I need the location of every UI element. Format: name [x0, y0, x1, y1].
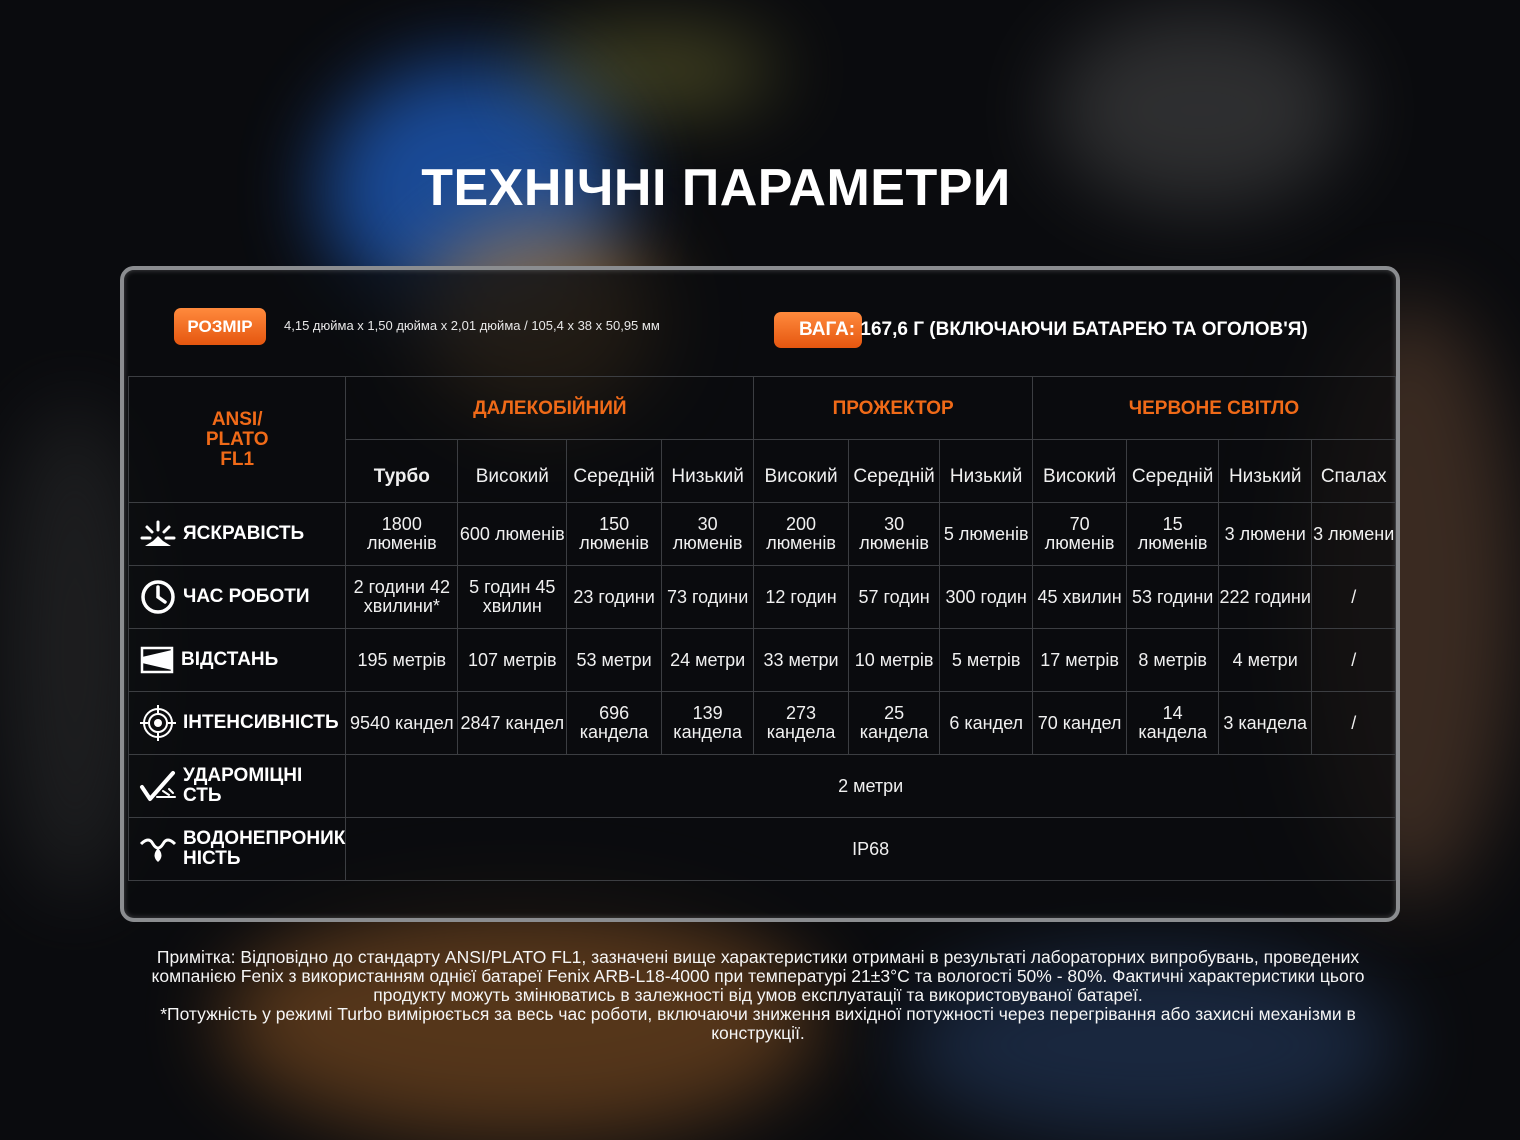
table-row-runtime — [129, 566, 1396, 629]
table-cell: 12 годин — [754, 566, 848, 629]
mode-header: Низький — [940, 440, 1032, 503]
table-cell: 8 метрів — [1127, 629, 1219, 692]
mode-header: Спалах — [1312, 440, 1396, 503]
table-cell: 10 метрів — [848, 629, 940, 692]
table-cell: 3 люмени — [1219, 503, 1312, 566]
size-value: 4,15 дюйма x 1,50 дюйма x 2,01 дюйма / 105,4 x 38 x 50,95 мм — [284, 318, 660, 333]
row-label: ІНТЕНСИВНІСТЬ — [183, 712, 339, 733]
table-cell: 4 метри — [1219, 629, 1312, 692]
table-cell: 30 люменів — [661, 503, 753, 566]
group-throw: ДАЛЕКОБІЙНИЙ — [346, 377, 754, 440]
turbo-note: *Потужність у режимі Turbo вимірюється за весь час роботи, включаючи зниження вихідної потужності через перегрівання або захисні механізми в конструкції. — [160, 1004, 1356, 1043]
table-cell: 57 годин — [848, 566, 940, 629]
row-label: УДАРОМІЦНІ СТЬ — [183, 765, 303, 806]
table-cell: 70 кандел — [1032, 692, 1126, 755]
clock-icon — [139, 578, 177, 616]
mode-header: Середній — [848, 440, 940, 503]
table-cell: 45 хвилин — [1032, 566, 1126, 629]
table-cell: / — [1312, 692, 1396, 755]
table-cell: 273 кандела — [754, 692, 848, 755]
row-label-cell — [129, 692, 346, 755]
row-label-cell — [129, 629, 346, 692]
table-cell: 3 кандела — [1219, 692, 1312, 755]
table-cell: 3 люмени — [1312, 503, 1396, 566]
size-badge: РОЗМІР — [174, 308, 266, 345]
table-row-intensity — [129, 692, 1396, 755]
table-cell: 696 кандела — [567, 692, 662, 755]
table-cell: / — [1312, 566, 1396, 629]
table-cell: 14 кандела — [1127, 692, 1219, 755]
row-label-cell — [129, 503, 346, 566]
table-cell: 2847 кандел — [458, 692, 567, 755]
table-cell: 600 люменів — [458, 503, 567, 566]
row-label-cell — [129, 755, 346, 818]
table-cell: 195 метрів — [346, 629, 458, 692]
row-label: ЧАС РОБОТИ — [183, 586, 310, 607]
spec-panel — [120, 266, 1400, 922]
row-label: ЯСКРАВІСТЬ — [183, 523, 305, 544]
group-red-light: ЧЕРВОНЕ СВІТЛО — [1032, 377, 1395, 440]
table-cell: 200 люменів — [754, 503, 848, 566]
water-value: IP68 — [346, 818, 1396, 881]
table-cell: 150 люменів — [567, 503, 662, 566]
row-label: ВОДОНЕПРОНИК НІСТЬ — [183, 828, 346, 869]
standard-label: ANSI/ PLATO FL1 — [205, 408, 269, 470]
table-cell: 53 метри — [567, 629, 662, 692]
table-cell: 23 години — [567, 566, 662, 629]
table-cell: 53 години — [1127, 566, 1219, 629]
sparkle-icon — [139, 519, 177, 549]
footnote — [118, 948, 1398, 1043]
table-cell: 5 люменів — [940, 503, 1032, 566]
target-icon — [139, 704, 177, 742]
impact-icon — [139, 769, 177, 803]
mode-header: Турбо — [346, 440, 458, 503]
table-cell: 5 метрів — [940, 629, 1032, 692]
table-row-water — [129, 818, 1396, 881]
table-cell: 107 метрів — [458, 629, 567, 692]
table-row-impact — [129, 755, 1396, 818]
table-cell: 2 години 42 хвилини* — [346, 566, 458, 629]
table-cell: 6 кандел — [940, 692, 1032, 755]
mode-header: Середній — [1127, 440, 1219, 503]
table-cell: 222 години — [1219, 566, 1312, 629]
group-flood: ПРОЖЕКТОР — [754, 377, 1033, 440]
table-cell: / — [1312, 629, 1396, 692]
table-cell: 1800 люменів — [346, 503, 458, 566]
table-cell: 17 метрів — [1032, 629, 1126, 692]
table-cell: 33 метри — [754, 629, 848, 692]
mode-header: Низький — [661, 440, 753, 503]
spec-table — [128, 376, 1396, 881]
mode-header: Середній — [567, 440, 662, 503]
weight-value: ВАГА: 167,6 Г (ВКЛЮЧАЮЧИ БАТАРЕЮ ТА ОГОЛОВ'Я) — [799, 319, 1308, 340]
table-cell: 30 люменів — [848, 503, 940, 566]
row-label: ВІДСТАНЬ — [181, 649, 279, 670]
table-cell: 15 люменів — [1127, 503, 1219, 566]
table-cell: 9540 кандел — [346, 692, 458, 755]
impact-value: 2 метри — [346, 755, 1396, 818]
table-cell: 5 годин 45 хвилин — [458, 566, 567, 629]
table-cell: 139 кандела — [661, 692, 753, 755]
mode-header: Низький — [1219, 440, 1312, 503]
water-drop-icon — [139, 834, 177, 864]
table-cell: 70 люменів — [1032, 503, 1126, 566]
beam-distance-icon — [139, 645, 175, 675]
mode-header: Високий — [754, 440, 848, 503]
row-label-cell — [129, 818, 346, 881]
row-label-cell — [129, 566, 346, 629]
mode-header: Високий — [458, 440, 567, 503]
table-row-distance — [129, 629, 1396, 692]
note-text: Примітка: Відповідно до стандарту ANSI/PLATO FL1, зазначені вище характеристики отримані в результаті лабораторних випробувань, проведених компанією Fenix з використанням однієї батареї Fenix ARB-L18-4000 при температурі 21±3°C та вологості 50% - 80%. Фактичні характеристики цього продукту можуть змінюватись в залежності від умов експлуатації та використовуваної батареї. — [151, 947, 1365, 1005]
table-cell: 300 годин — [940, 566, 1032, 629]
standard-cell — [129, 377, 346, 503]
table-cell: 24 метри — [661, 629, 753, 692]
page-title: ТЕХНІЧНІ ПАРАМЕТРИ — [421, 159, 1011, 217]
mode-header: Високий — [1032, 440, 1126, 503]
table-row-brightness — [129, 503, 1396, 566]
table-cell: 73 години — [661, 566, 753, 629]
dimensions-row — [124, 270, 1396, 375]
table-cell: 25 кандела — [848, 692, 940, 755]
group-header-row — [129, 377, 1396, 440]
